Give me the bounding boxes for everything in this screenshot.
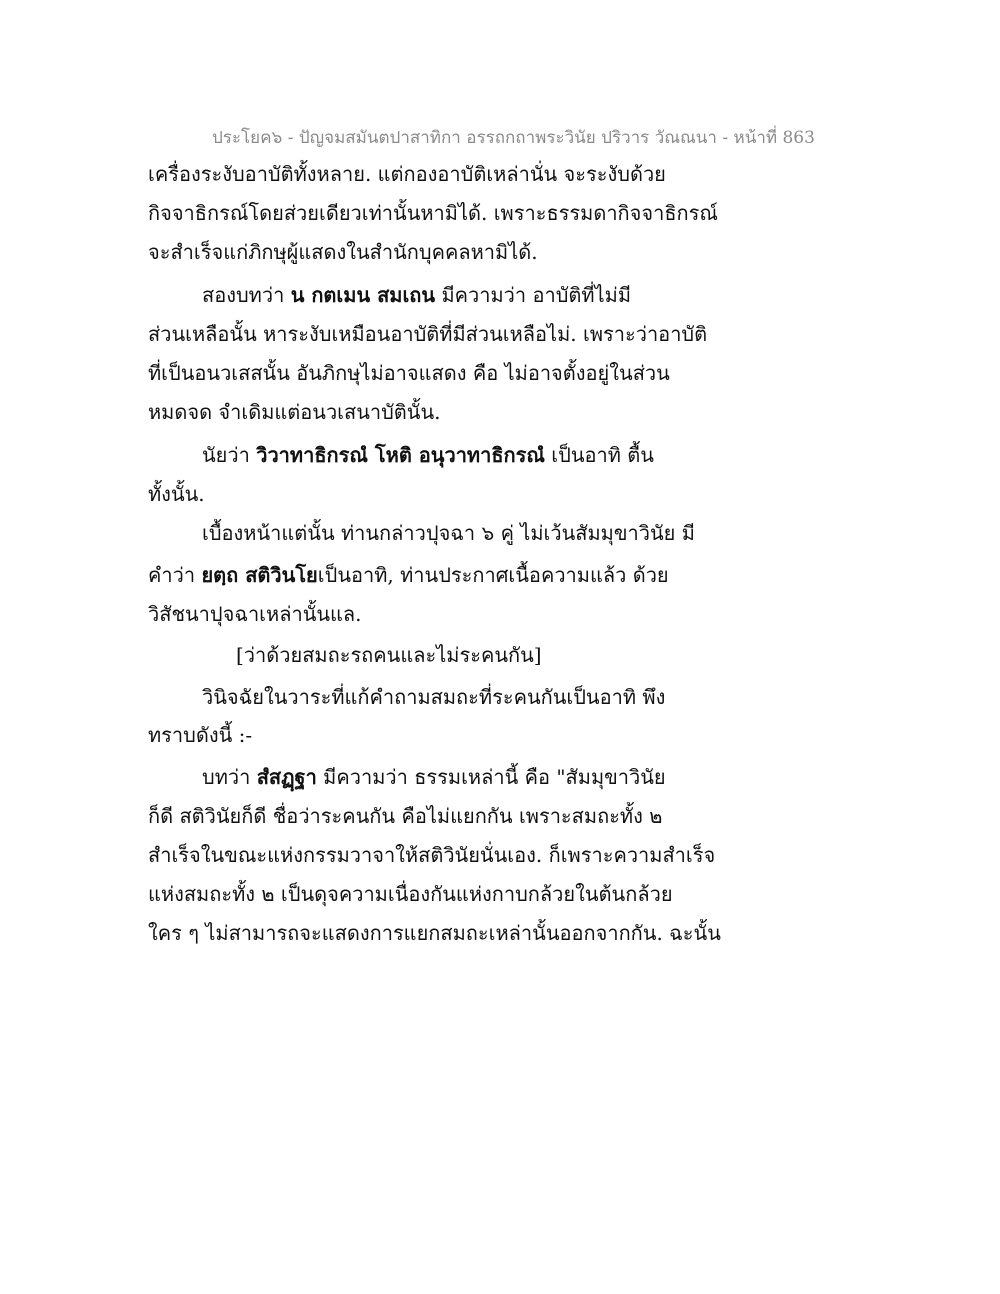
text-segment: นัยว่า — [202, 443, 257, 467]
text-segment: ที่เป็นอนวเสสนั้น อันภิกษุไม่อาจแสดง คือ ไม่อาจตั้งอยู่ในส่วน — [148, 361, 670, 385]
body-line — [148, 721, 252, 749]
text-segment: ใคร ๆ ไม่สามารถจะแสดงการแยกสมถะเหล่านั้นออกจากกัน. ฉะนั้น — [148, 921, 721, 945]
text-segment: แห่งสมถะทั้ง ๒ เป็นดุจความเนื่องกันแห่งกาบกล้วยในต้นกล้วย — [148, 882, 673, 906]
text-segment: วินิจฉัยในวาระที่แก้คำถามสมถะที่ระคนกันเป็นอาทิ พึง — [202, 685, 666, 709]
pali-term: วิวาทาธิกรณํ โหติ อนุวาทาธิกรณํ — [256, 443, 545, 467]
text-segment: หมดจด จำเดิมแต่อนวเสนาบัตินั้น. — [148, 400, 441, 424]
text-segment: [ว่าด้วยสมถะรถคนและไม่ระคนกัน] — [236, 643, 542, 667]
text-segment: เครื่องระงับอาบัติทั้งหลาย. แต่กองอาบัติเหล่านั่น จะระงับด้วย — [148, 162, 666, 186]
text-segment: สำเร็จในขณะแห่งกรรมวาจาให้สติวินัยนั่นเอง. ก็เพราะความสำเร็จ — [148, 843, 716, 867]
body-line — [148, 160, 666, 188]
body-line — [148, 480, 205, 508]
body-line — [148, 919, 721, 947]
text-segment: สองบทว่า — [202, 283, 291, 307]
text-segment: วิสัชนาปุจฉาเหล่านั้นแล. — [148, 602, 362, 626]
body-line — [148, 841, 715, 869]
body-line — [148, 561, 669, 589]
text-segment: ส่วนเหลือนั้น หาระงับเหมือนอาบัติที่มีส่วนเหลือไม่. เพราะว่าอาบัติ — [148, 322, 708, 346]
page-header: ประโยค๖ - ปัญจมสมันตปาสาทิกา อรรถกถาพระวินัย ปริวาร วัณณนา - หน้าที่ 863 — [212, 128, 815, 148]
text-segment: มีความว่า อาบัติที่ไม่มี — [435, 283, 632, 307]
text-segment: ทั้งนั้น. — [148, 482, 205, 506]
text-segment: กิจจาธิกรณ์โดยส่วยเดียวเท่านั้นหามิได้. เพราะธรรมดากิจจาธิกรณ์ — [148, 201, 718, 225]
body-line — [202, 519, 695, 547]
text-segment: เป็นอาทิ, ท่านประกาศเนื้อความแล้ว ด้วย — [317, 563, 669, 587]
text-segment: เป็นอาทิ ตื้น — [544, 443, 654, 467]
text-segment: มีความว่า ธรรมเหล่านี้ คือ "สัมมุขาวินัย — [316, 765, 666, 789]
text-segment: คำว่า — [148, 563, 202, 587]
pali-term: สํสฏฺฐา — [256, 765, 317, 789]
body-line — [148, 238, 538, 266]
text-segment: ทราบดังนี้ :- — [148, 723, 253, 747]
pali-term: น กตเมน สมเถน — [290, 283, 436, 307]
pali-term: ยตฺถ สติวินโย — [201, 563, 318, 587]
body-line — [202, 281, 631, 309]
text-segment: ก็ดี สติวินัยก็ดี ชื่อว่าระคนกัน คือไม่แยกกัน เพราะสมถะทั้ง ๒ — [148, 804, 663, 828]
body-line — [148, 600, 362, 628]
body-line — [148, 199, 718, 227]
text-segment: บทว่า — [202, 765, 257, 789]
text-segment: เบื้องหน้าแต่นั้น ท่านกล่าวปุจฉา ๖ คู่ ไม่เว้นสัมมุขาวินัย มี — [202, 521, 695, 545]
body-line — [148, 320, 707, 348]
body-line — [148, 398, 441, 426]
body-line — [202, 763, 666, 791]
body-line — [202, 441, 654, 469]
body-line — [148, 359, 670, 387]
text-segment: จะสำเร็จแก่ภิกษุผู้แสดงในสำนักบุคคลหามิได้. — [148, 240, 538, 264]
body-line — [148, 880, 673, 908]
section-heading — [236, 641, 542, 669]
body-line — [148, 802, 662, 830]
body-line — [202, 683, 665, 711]
